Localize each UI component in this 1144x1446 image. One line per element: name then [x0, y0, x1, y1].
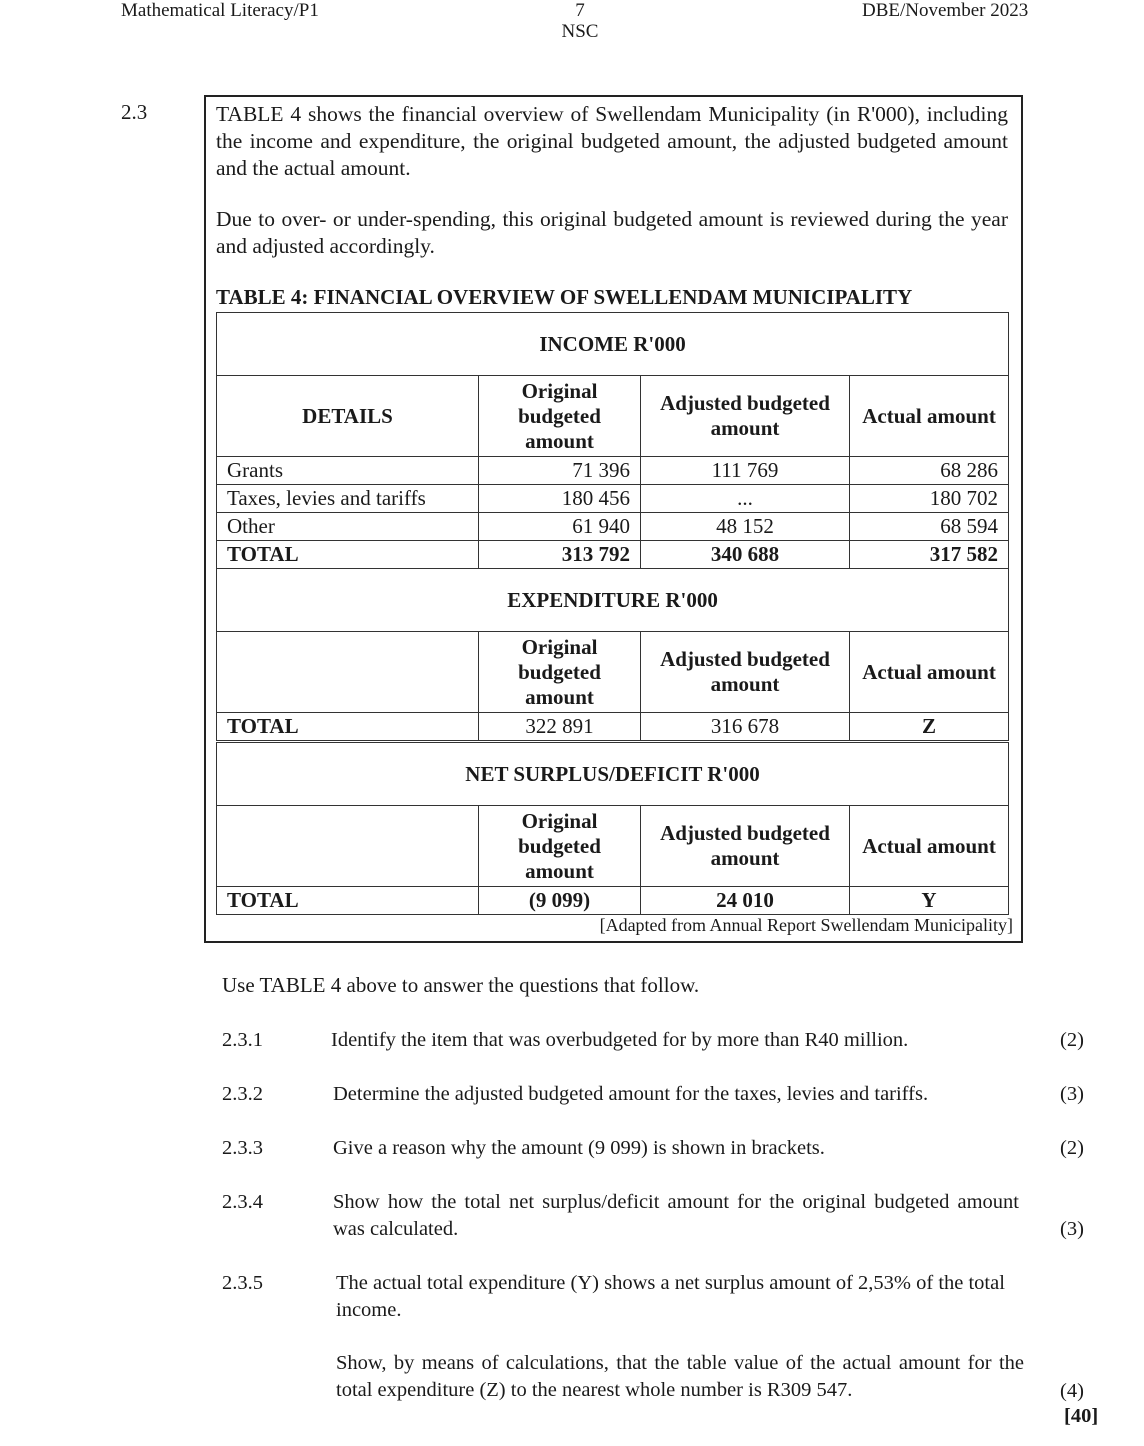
table-title: TABLE 4: FINANCIAL OVERVIEW OF SWELLENDAM MUNICIPALITY — [216, 285, 913, 309]
original-value: 71 396 — [479, 457, 641, 485]
intro-paragraph-2: Due to over- or under-spending, this original budgeted amount is reviewed during the year and adjusted accordingly. — [216, 207, 1008, 258]
total-marks: [40] — [1064, 1405, 1099, 1427]
original-value: 61 940 — [479, 513, 641, 541]
actual-value: Z — [850, 713, 1009, 741]
actual-value: Y — [850, 887, 1009, 915]
question-number: 2.3 — [121, 100, 148, 124]
header-page-number: 7 — [575, 0, 585, 21]
header-exam-date: DBE/November 2023 — [862, 0, 1029, 21]
table-row — [217, 485, 1009, 513]
original-value: (9 099) — [479, 887, 641, 915]
actual-column-header: Actual amount — [850, 376, 1009, 457]
table-row — [217, 513, 1009, 541]
original-column-header: Original budgeted amount — [479, 632, 641, 713]
actual-column-header: Actual amount — [850, 632, 1009, 713]
subquestion-marks: (4) — [1060, 1380, 1084, 1402]
subquestion-text: Identify the item that was overbudgeted for by more than R40 million. — [331, 1029, 909, 1051]
empty-column-header — [217, 806, 479, 887]
original-column-header: Original budgeted amount — [479, 806, 641, 887]
adjusted-value: 24 010 — [641, 887, 850, 915]
header-subject: Mathematical Literacy/P1 — [121, 0, 319, 21]
subquestion-number: 2.3.3 — [222, 1137, 263, 1159]
adjusted-value: 340 688 — [641, 541, 850, 569]
row-label: Grants — [217, 457, 479, 485]
row-label: TOTAL — [217, 713, 479, 741]
adjusted-value: ... — [641, 485, 850, 513]
instruction-text: Use TABLE 4 above to answer the questions that follow. — [222, 973, 700, 997]
question-box — [204, 95, 1023, 943]
subquestion-text: Give a reason why the amount (9 099) is shown in brackets. — [333, 1137, 825, 1159]
row-label: Taxes, levies and tariffs — [217, 485, 479, 513]
actual-value: 180 702 — [850, 485, 1009, 513]
income-table — [216, 312, 1009, 569]
original-column-header: Original budgeted amount — [479, 376, 641, 457]
actual-value: 317 582 — [850, 541, 1009, 569]
row-label: TOTAL — [217, 887, 479, 915]
surplus-heading: NET SURPLUS/DEFICIT R'000 — [217, 743, 1009, 806]
adjusted-column-header: Adjusted budgeted amount — [641, 632, 850, 713]
subquestion-number: 2.3.1 — [222, 1029, 263, 1051]
subquestion-text-continued: Show, by means of calculations, that the table value of the actual amount for the total expenditure (Z) to the nearest whole number is R309 547. — [336, 1352, 1024, 1401]
adjusted-value: 48 152 — [641, 513, 850, 541]
subquestion-number: 2.3.5 — [222, 1272, 263, 1294]
expenditure-table — [216, 568, 1009, 741]
empty-column-header — [217, 632, 479, 713]
original-value: 322 891 — [479, 713, 641, 741]
surplus-table — [216, 742, 1009, 915]
subquestion-text: Show how the total net surplus/deficit amount for the original budgeted amount was calculated. — [333, 1191, 1019, 1240]
income-heading: INCOME R'000 — [217, 313, 1009, 376]
original-value: 180 456 — [479, 485, 641, 513]
actual-value: 68 286 — [850, 457, 1009, 485]
row-label: TOTAL — [217, 541, 479, 569]
expenditure-heading: EXPENDITURE R'000 — [217, 569, 1009, 632]
adjusted-column-header: Adjusted budgeted amount — [641, 806, 850, 887]
subquestion-marks: (2) — [1060, 1137, 1084, 1159]
table-row-total — [217, 887, 1009, 915]
actual-column-header: Actual amount — [850, 806, 1009, 887]
row-label: Other — [217, 513, 479, 541]
table-row-total — [217, 713, 1009, 741]
subquestion-number: 2.3.2 — [222, 1083, 263, 1105]
table-row-total — [217, 541, 1009, 569]
subquestion-text: Determine the adjusted budgeted amount for the taxes, levies and tariffs. — [333, 1083, 929, 1105]
subquestion-marks: (3) — [1060, 1218, 1084, 1240]
details-column-header: DETAILS — [217, 376, 479, 457]
subquestion-marks: (3) — [1060, 1083, 1084, 1105]
adjusted-value: 111 769 — [641, 457, 850, 485]
table-source: [Adapted from Annual Report Swellendam Municipality] — [599, 915, 1013, 935]
actual-value: 68 594 — [850, 513, 1009, 541]
header-nsc: NSC — [561, 21, 599, 42]
subquestion-number: 2.3.4 — [222, 1191, 263, 1213]
adjusted-column-header: Adjusted budgeted amount — [641, 376, 850, 457]
subquestion-marks: (2) — [1060, 1029, 1084, 1051]
original-value: 313 792 — [479, 541, 641, 569]
adjusted-value: 316 678 — [641, 713, 850, 741]
table-row — [217, 457, 1009, 485]
intro-paragraph-1: TABLE 4 shows the financial overview of Swellendam Municipality (in R'000), including the income and expenditure, the original budgeted amount, the adjusted budgeted amount and the actual amount. — [216, 102, 1008, 180]
subquestion-text: The actual total expenditure (Y) shows a net surplus amount of 2,53% of the total income. — [336, 1272, 1005, 1321]
